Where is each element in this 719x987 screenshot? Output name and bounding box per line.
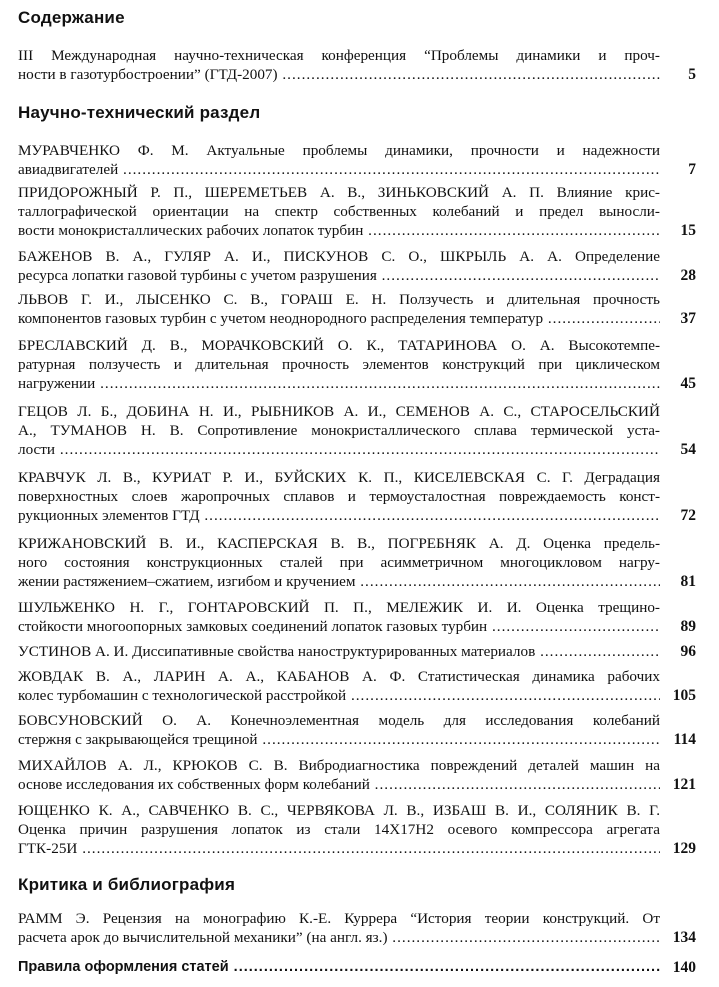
toc-page-number: 72 bbox=[680, 507, 696, 524]
critique-section-heading: Критика и библиография bbox=[18, 875, 236, 894]
toc-page-number: 81 bbox=[680, 573, 696, 590]
toc-entry-line: основе исследования их собственных форм колебаний ..... bbox=[18, 775, 660, 794]
toc-page-number: 7 bbox=[688, 161, 696, 178]
toc-entry-line: ЛЬВОВ Г. И., ЛЫСЕНКО С. В., ГОРАШ Е. Н. Ползучесть и длительная прочность bbox=[18, 291, 660, 308]
toc-entry-line: ГТК-25И ..... bbox=[18, 839, 660, 858]
toc-entry bbox=[18, 909, 696, 947]
toc-entry-line: вости монокристаллических рабочих лопаток турбин ..... bbox=[18, 221, 660, 240]
toc-entry-line: МИХАЙЛОВ А. Л., КРЮКОВ С. В. Вибродиагностика повреждений деталей машин на bbox=[18, 757, 660, 774]
toc-page-number: 134 bbox=[672, 929, 696, 946]
toc-entry-line: А., ТУМАНОВ Н. В. Сопротивление монокристаллического сплава термической уста- bbox=[18, 422, 660, 439]
toc-entry-line: рукционных элементов ГТД ..... bbox=[18, 506, 660, 525]
toc-entry-line: ресурса лопатки газовой турбины с учетом разрушения ..... bbox=[18, 266, 660, 285]
toc-page-number: 45 bbox=[680, 375, 696, 392]
toc-entry bbox=[18, 958, 696, 977]
toc-page-number: 105 bbox=[672, 687, 696, 704]
toc-entry bbox=[18, 711, 696, 749]
toc-entry-line: ПРИДОРОЖНЫЙ Р. П., ШЕРЕМЕТЬЕВ А. В., ЗИНЬКОВСКИЙ А. П. Влияние крис- bbox=[18, 184, 660, 201]
toc-entry-line: стержня с закрывающейся трещиной ..... bbox=[18, 730, 660, 749]
toc-entry-line: компонентов газовых турбин с учетом неоднородного распределения температур ..... bbox=[18, 309, 660, 328]
toc-page-number: 54 bbox=[680, 441, 696, 458]
toc-page-number: 140 bbox=[672, 959, 696, 976]
toc-entry-line: жении растяжением–сжатием, изгибом и кручением ..... bbox=[18, 572, 660, 591]
toc-entry-line: ГЕЦОВ Л. Б., ДОБИНА Н. И., РЫБНИКОВ А. И., СЕМЕНОВ А. С., СТАРОСЕЛЬСКИЙ bbox=[18, 403, 660, 420]
toc-page-number: 5 bbox=[688, 66, 696, 83]
scientific-section-heading: Научно-технический раздел bbox=[18, 103, 261, 122]
toc-entry bbox=[18, 290, 696, 328]
toc-entry-line: нагружении ..... bbox=[18, 374, 660, 393]
toc-entry-line: УСТИНОВ А. И. Диссипативные свойства наноструктурированных материалов ..... bbox=[18, 642, 660, 661]
contents-heading: Содержание bbox=[18, 8, 125, 27]
toc-entry bbox=[18, 598, 696, 636]
toc-entry bbox=[18, 141, 696, 179]
toc-entry-line: РАММ Э. Рецензия на монографию К.-Е. Куррера “История теории конструкций. От bbox=[18, 910, 660, 927]
toc-entry bbox=[18, 247, 696, 285]
toc-entry-line: КРИЖАНОВСКИЙ В. И., КАСПЕРСКАЯ В. В., ПОГРЕБНЯК А. Д. Оценка предель- bbox=[18, 535, 660, 552]
toc-entry-line: КРАВЧУК Л. В., КУРИАТ Р. И., БУЙСКИХ К. П., КИСЕЛЕВСКАЯ С. Г. Деградация bbox=[18, 469, 660, 486]
toc-page-number: 121 bbox=[672, 776, 696, 793]
toc-entry-line: Правила оформления статей ..... bbox=[18, 958, 660, 977]
toc-entry-line: ЮЩЕНКО К. А., САВЧЕНКО В. С., ЧЕРВЯКОВА Л. В., ИЗБАШ В. И., СОЛЯНИК В. Г. bbox=[18, 802, 660, 819]
toc-entry-line: расчета арок до вычислительной механики” (на англ. яз.) ..... bbox=[18, 928, 660, 947]
toc-entry bbox=[18, 46, 696, 84]
toc-entry-line: ратурная ползучесть и длительная прочность элементов конструкций при циклическом bbox=[18, 356, 660, 373]
toc-entry bbox=[18, 183, 696, 240]
toc-entry-line: МУРАВЧЕНКО Ф. М. Актуальные проблемы динамики, прочности и надежности bbox=[18, 142, 660, 159]
toc-page-number: 37 bbox=[680, 310, 696, 327]
toc-page-number: 28 bbox=[680, 267, 696, 284]
toc-entry-line: ности в газотурбостроении” (ГТД-2007) ..... bbox=[18, 65, 660, 84]
toc-entry-line: авиадвигателей ..... bbox=[18, 160, 660, 179]
toc-entry-line: таллографической ориентации на спектр собственных колебаний и предел выносли- bbox=[18, 203, 660, 220]
toc-entry-line: БОВСУНОВСКИЙ О. А. Конечноэлементная модель для исследования колебаний bbox=[18, 712, 660, 729]
toc-page-number: 89 bbox=[680, 618, 696, 635]
toc-entry bbox=[18, 468, 696, 525]
toc-entry bbox=[18, 756, 696, 794]
toc-entry bbox=[18, 336, 696, 393]
toc-entry-line: БРЕСЛАВСКИЙ Д. В., МОРАЧКОВСКИЙ О. К., ТАТАРИНОВА О. А. Высокотемпе- bbox=[18, 337, 660, 354]
toc-entry-line: III Международная научно-техническая конференция “Проблемы динамики и проч- bbox=[18, 47, 660, 64]
toc-entry-line: лости ..... bbox=[18, 440, 660, 459]
toc-entry-line: ШУЛЬЖЕНКО Н. Г., ГОНТАРОВСКИЙ П. П., МЕЛЕЖИК И. И. Оценка трещино- bbox=[18, 599, 660, 616]
toc-entry-line: ЖОВДАК В. А., ЛАРИН А. А., КАБАНОВ А. Ф. Статистическая динамика рабочих bbox=[18, 668, 660, 685]
toc-entry-line: стойкости многоопорных замковых соединений лопаток газовых турбин ..... bbox=[18, 617, 660, 636]
toc-page-number: 114 bbox=[673, 731, 696, 748]
toc-entry bbox=[18, 534, 696, 591]
toc-entry-line: поверхностных слоев жаропрочных сплавов и термоусталостная повреждаемость конст- bbox=[18, 488, 660, 505]
toc-entry-line: колес турбомашин с технологической расстройкой ..... bbox=[18, 686, 660, 705]
toc-page-number: 129 bbox=[672, 840, 696, 857]
toc-entry bbox=[18, 801, 696, 858]
toc-entry bbox=[18, 642, 696, 661]
toc-entry bbox=[18, 667, 696, 705]
toc-entry-line: ного состояния конструкционных сталей при асимметричном многоцикловом нагру- bbox=[18, 554, 660, 571]
toc-page-number: 15 bbox=[680, 222, 696, 239]
toc-entry-line: Оценка причин разрушения лопаток из стали 14Х17Н2 осевого компрессора агрегата bbox=[18, 821, 660, 838]
toc-entry-line: БАЖЕНОВ В. А., ГУЛЯР А. И., ПИСКУНОВ С. О., ШКРЫЛЬ А. А. Определение bbox=[18, 248, 660, 265]
toc-page-number: 96 bbox=[680, 643, 696, 660]
toc-entry bbox=[18, 402, 696, 459]
